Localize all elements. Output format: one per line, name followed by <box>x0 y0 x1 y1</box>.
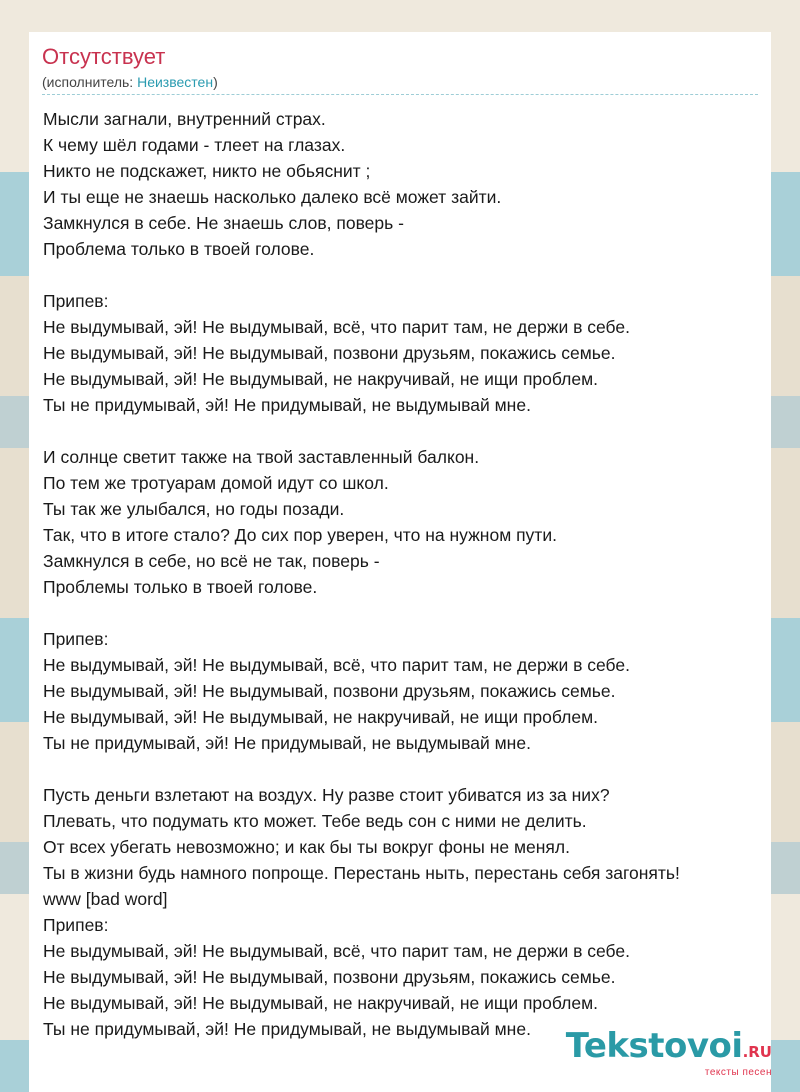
lyrics-line: И солнце светит также на твой заставленный балкон. <box>43 447 480 467</box>
lyrics-line: Не выдумывай, эй! Не выдумывай, позвони друзьям, покажись семье. <box>43 967 616 987</box>
lyrics-blank-line <box>43 756 800 782</box>
lyrics-line: Не выдумывай, эй! Не выдумывай, не накручивай, не ищи проблем. <box>43 993 598 1013</box>
lyrics-line: Ты не придумывай, эй! Не придумывай, не выдумывай мне. <box>43 395 531 415</box>
lyrics-line: Ты не придумывай, эй! Не придумывай, не выдумывай мне. <box>43 1019 531 1039</box>
lyrics-line: Проблема только в твоей голове. <box>43 239 315 259</box>
lyrics-line: К чему шёл годами - тлеет на глазах. <box>43 135 346 155</box>
lyrics-line: Не выдумывай, эй! Не выдумывай, не накручивай, не ищи проблем. <box>43 369 598 389</box>
lyrics-line: www [bad word] <box>43 889 168 909</box>
lyrics-line: По тем же тротуарам домой идут со школ. <box>43 473 389 493</box>
lyrics-line: Припев: <box>43 915 109 935</box>
site-logo[interactable] <box>566 1027 772 1078</box>
logo-brand <box>566 1027 772 1071</box>
lyrics-line: Пусть деньги взлетают на воздух. Ну разве стоит убиватся из за них? <box>43 785 610 805</box>
lyrics-line: Не выдумывай, эй! Не выдумывай, позвони друзьям, покажись семье. <box>43 343 616 363</box>
lyrics-line: Никто не подскажет, никто не обьяснит ; <box>43 161 371 181</box>
lyrics-line: Замкнулся в себе. Не знаешь слов, поверь - <box>43 213 404 233</box>
lyrics-line: Проблемы только в твоей голове. <box>43 577 318 597</box>
lyrics-line: Не выдумывай, эй! Не выдумывай, всё, что парит там, не держи в себе. <box>43 317 630 337</box>
lyrics-blank-line <box>43 418 800 444</box>
lyrics-blank-line <box>43 600 800 626</box>
lyrics-line: Не выдумывай, эй! Не выдумывай, всё, что парит там, не держи в себе. <box>43 941 630 961</box>
song-title: Отсутствует <box>42 44 166 69</box>
lyrics-line: Не выдумывай, эй! Не выдумывай, не накручивай, не ищи проблем. <box>43 707 598 727</box>
lyrics-line: Так, что в итоге стало? До сих пор уверен, что на нужном пути. <box>43 525 557 545</box>
lyrics-line: Ты в жизни будь намного попроще. Перестань ныть, перестань себя загонять! <box>43 863 680 883</box>
artist-line <box>42 73 218 91</box>
lyrics-line: И ты еще не знаешь насколько далеко всё может зайти. <box>43 187 502 207</box>
lyrics-line: Припев: <box>43 629 109 649</box>
artist-suffix: ) <box>213 74 218 90</box>
header-divider <box>42 94 758 95</box>
lyrics-line: От всех убегать невозможно; и как бы ты вокруг фоны не менял. <box>43 837 570 857</box>
lyrics-line: Замкнулся в себе, но всё не так, поверь - <box>43 551 380 571</box>
logo-tagline: тексты песен <box>704 1067 772 1078</box>
lyrics-line: Ты так же улыбался, но годы позади. <box>43 499 345 519</box>
lyrics-line: Плевать, что подумать кто может. Тебе ведь сон с ними не делить. <box>43 811 587 831</box>
lyrics-line: Ты не придумывай, эй! Не придумывай, не выдумывай мне. <box>43 733 531 753</box>
lyrics-line: Не выдумывай, эй! Не выдумывай, всё, что парит там, не держи в себе. <box>43 655 630 675</box>
artist-link[interactable]: Неизвестен <box>137 74 214 90</box>
lyrics-body <box>43 106 800 1042</box>
lyrics-line: Мысли загнали, внутренний страх. <box>43 109 326 129</box>
logo-tld: .RU <box>742 1043 772 1061</box>
lyrics-blank-line <box>43 262 800 288</box>
lyrics-line: Припев: <box>43 291 109 311</box>
lyrics-line: Не выдумывай, эй! Не выдумывай, позвони друзьям, покажись семье. <box>43 681 616 701</box>
logo-brand-text: Tekstovoi <box>565 1026 743 1066</box>
artist-prefix: (исполнитель: <box>42 74 138 90</box>
